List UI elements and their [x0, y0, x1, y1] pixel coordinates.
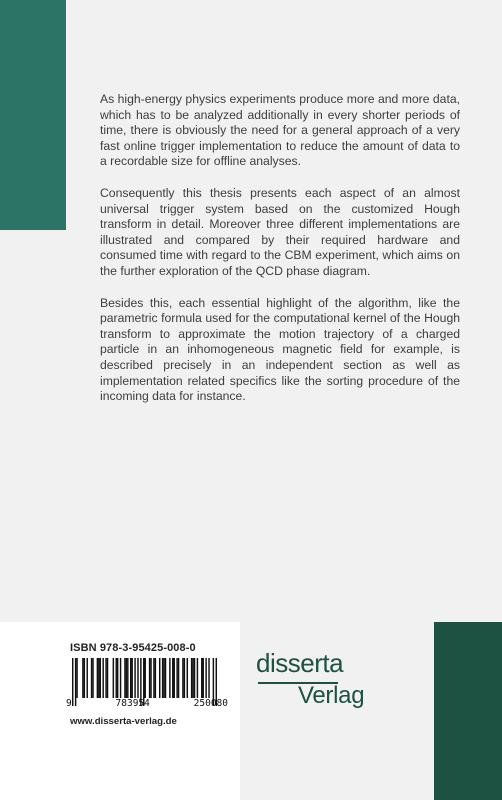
barcode-bar	[150, 658, 151, 698]
barcode-digit-lead: 9	[66, 698, 72, 709]
barcode-digit-group-2: 250080	[193, 698, 228, 709]
barcode-bar	[205, 658, 206, 698]
barcode-bar	[172, 658, 173, 698]
barcode-bar	[107, 658, 108, 698]
barcode-bar	[113, 658, 114, 698]
barcode-bar	[182, 658, 183, 698]
barcode-bar	[84, 658, 85, 698]
barcode-bar	[192, 658, 193, 698]
barcode-bar	[162, 658, 163, 698]
barcode-bar	[194, 658, 195, 698]
barcode-bar	[117, 658, 118, 698]
isbn-label: ISBN 978-3-95425-008-0	[70, 642, 196, 654]
publisher-logo	[256, 648, 396, 718]
barcode-bar	[91, 658, 92, 698]
barcode-bar	[126, 658, 127, 698]
barcode-bar	[97, 658, 98, 698]
barcode-bar	[149, 658, 150, 698]
blurb-paragraph-3: Besides this, each essential highlight of the algorithm, like the parametric formula used for the computational kernel of the Hough transform to approximate the motion trajectory of a charged particle in an inhomogeneous magnetic field for example, is described precisely in an independent section as well as implementation related specifics like the sorting procedure of the incoming data for instance.	[100, 295, 460, 404]
barcode-bar	[184, 658, 185, 698]
barcode-bar	[159, 658, 160, 698]
barcode-bar	[87, 658, 88, 698]
barcode-bar	[116, 658, 117, 698]
blurb-text	[100, 92, 460, 421]
decorative-top-stripe	[0, 0, 66, 230]
barcode-bar	[127, 658, 128, 698]
barcode-bar	[92, 658, 93, 698]
logo-text-top: disserta	[256, 648, 344, 678]
barcode-bar	[130, 658, 131, 698]
logo-text-bottom: Verlag	[298, 682, 365, 709]
barcode-bar	[165, 658, 166, 698]
barcode-digits	[66, 698, 228, 709]
barcode-bar	[153, 658, 154, 698]
barcode-bar	[155, 658, 156, 698]
decorative-bottom-stripe	[434, 622, 502, 800]
barcode-bar	[82, 658, 83, 698]
barcode-bar	[163, 658, 164, 698]
barcode-bar	[131, 658, 132, 698]
barcode-bar	[124, 658, 125, 698]
barcode-bar	[197, 658, 198, 698]
barcode-bar	[98, 658, 99, 698]
barcode-digit-group-1: 783954	[115, 698, 150, 709]
blurb-paragraph-2: Consequently this thesis presents each aspect of an almost universal trigger system based on the customized Hough transform in detail. Moreover three different implementations are illustrated and compared by their required hardware and consumed time with regard to the CBM experiment, which aims on the further exploration of the QCD phase diagram.	[100, 185, 460, 278]
blurb-paragraph-1: As high-energy physics experiments produce more and more data, which has to be analyzed additionally in every shorter periods of time, there is obviously the need for a general approach of a very fast online trigger implementation to reduce the amount of data to a recordable size for offline analyses.	[100, 92, 460, 169]
barcode-bar	[105, 658, 106, 698]
barcode-bar	[201, 658, 202, 698]
barcode-bar	[176, 658, 177, 698]
publisher-website: www.disserta-verlag.de	[70, 716, 177, 727]
barcode-bar	[187, 658, 188, 698]
barcode-bar	[120, 658, 121, 698]
barcode-bar	[100, 658, 101, 698]
barcode-bar	[137, 658, 138, 698]
barcode-bar	[134, 658, 135, 698]
barcode-bar	[203, 658, 204, 698]
barcode-bar	[208, 658, 209, 698]
barcode-bar	[178, 658, 179, 698]
barcode-bar	[169, 658, 170, 698]
barcode-bar	[191, 658, 192, 698]
barcode-bar	[174, 658, 175, 698]
barcode-bar	[102, 658, 103, 698]
barcode-bar	[145, 658, 146, 698]
barcode-bar	[76, 658, 77, 698]
